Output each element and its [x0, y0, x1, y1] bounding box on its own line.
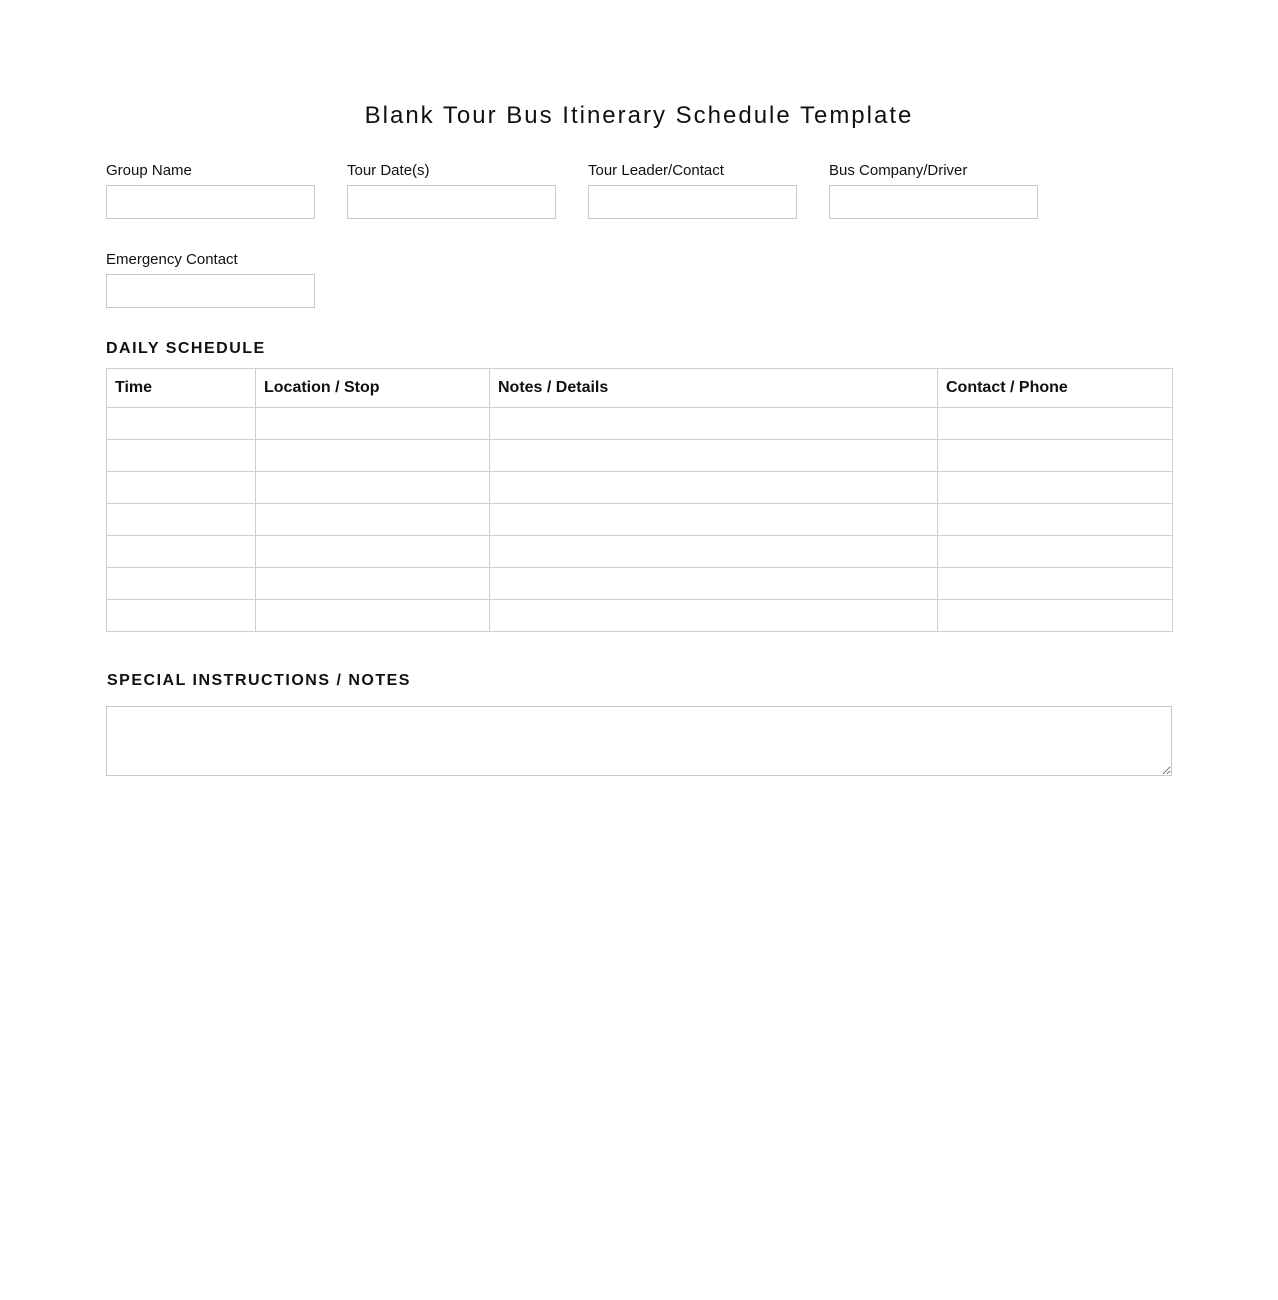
tour-dates-input[interactable] — [347, 185, 556, 219]
table-cell[interactable] — [490, 504, 938, 536]
emergency-contact-field — [106, 251, 315, 269]
table-cell[interactable] — [938, 536, 1173, 568]
tour-leader-input[interactable] — [588, 185, 797, 219]
table-cell[interactable] — [256, 504, 490, 536]
table-cell[interactable] — [256, 600, 490, 632]
group-name-field — [106, 162, 315, 180]
table-cell[interactable] — [490, 536, 938, 568]
special-instructions-textarea[interactable] — [106, 706, 1172, 776]
table-cell[interactable] — [490, 408, 938, 440]
table-cell[interactable] — [490, 472, 938, 504]
group-name-input[interactable] — [106, 185, 315, 219]
daily-schedule-heading: DAILY SCHEDULE — [106, 340, 266, 357]
table-row — [107, 440, 1173, 472]
bus-company-label: Bus Company/Driver — [829, 162, 968, 179]
table-cell[interactable] — [490, 440, 938, 472]
table-cell[interactable] — [107, 568, 256, 600]
tour-dates-label: Tour Date(s) — [347, 162, 430, 179]
emergency-contact-input[interactable] — [106, 274, 315, 308]
table-row — [107, 568, 1173, 600]
column-header-time: Time — [107, 369, 256, 408]
daily-schedule-table — [106, 368, 1173, 632]
table-cell[interactable] — [256, 408, 490, 440]
table-cell[interactable] — [107, 440, 256, 472]
column-header-contact: Contact / Phone — [938, 369, 1173, 408]
group-name-label: Group Name — [106, 162, 192, 179]
table-row — [107, 600, 1173, 632]
table-cell[interactable] — [490, 568, 938, 600]
table-cell[interactable] — [938, 568, 1173, 600]
emergency-contact-label: Emergency Contact — [106, 251, 238, 268]
tour-leader-field — [588, 162, 797, 180]
table-cell[interactable] — [107, 536, 256, 568]
bus-company-input[interactable] — [829, 185, 1038, 219]
table-cell[interactable] — [256, 568, 490, 600]
table-cell[interactable] — [938, 440, 1173, 472]
tour-dates-field — [347, 162, 556, 180]
table-row — [107, 504, 1173, 536]
table-row — [107, 536, 1173, 568]
table-cell[interactable] — [107, 472, 256, 504]
table-cell[interactable] — [256, 440, 490, 472]
table-cell[interactable] — [256, 472, 490, 504]
table-cell[interactable] — [107, 408, 256, 440]
table-cell[interactable] — [938, 504, 1173, 536]
table-header-row — [107, 369, 1173, 408]
bus-company-field — [829, 162, 1038, 180]
table-cell[interactable] — [938, 600, 1173, 632]
table-cell[interactable] — [256, 536, 490, 568]
table-cell[interactable] — [107, 600, 256, 632]
special-instructions-heading: SPECIAL INSTRUCTIONS / NOTES — [107, 672, 411, 689]
table-cell[interactable] — [490, 600, 938, 632]
table-cell[interactable] — [938, 472, 1173, 504]
table-row — [107, 408, 1173, 440]
column-header-location: Location / Stop — [256, 369, 490, 408]
column-header-notes: Notes / Details — [490, 369, 938, 408]
tour-leader-label: Tour Leader/Contact — [588, 162, 724, 179]
table-cell[interactable] — [107, 504, 256, 536]
table-row — [107, 472, 1173, 504]
table-cell[interactable] — [938, 408, 1173, 440]
schedule-table-body — [107, 408, 1173, 632]
page-title: Blank Tour Bus Itinerary Schedule Template — [364, 102, 914, 129]
